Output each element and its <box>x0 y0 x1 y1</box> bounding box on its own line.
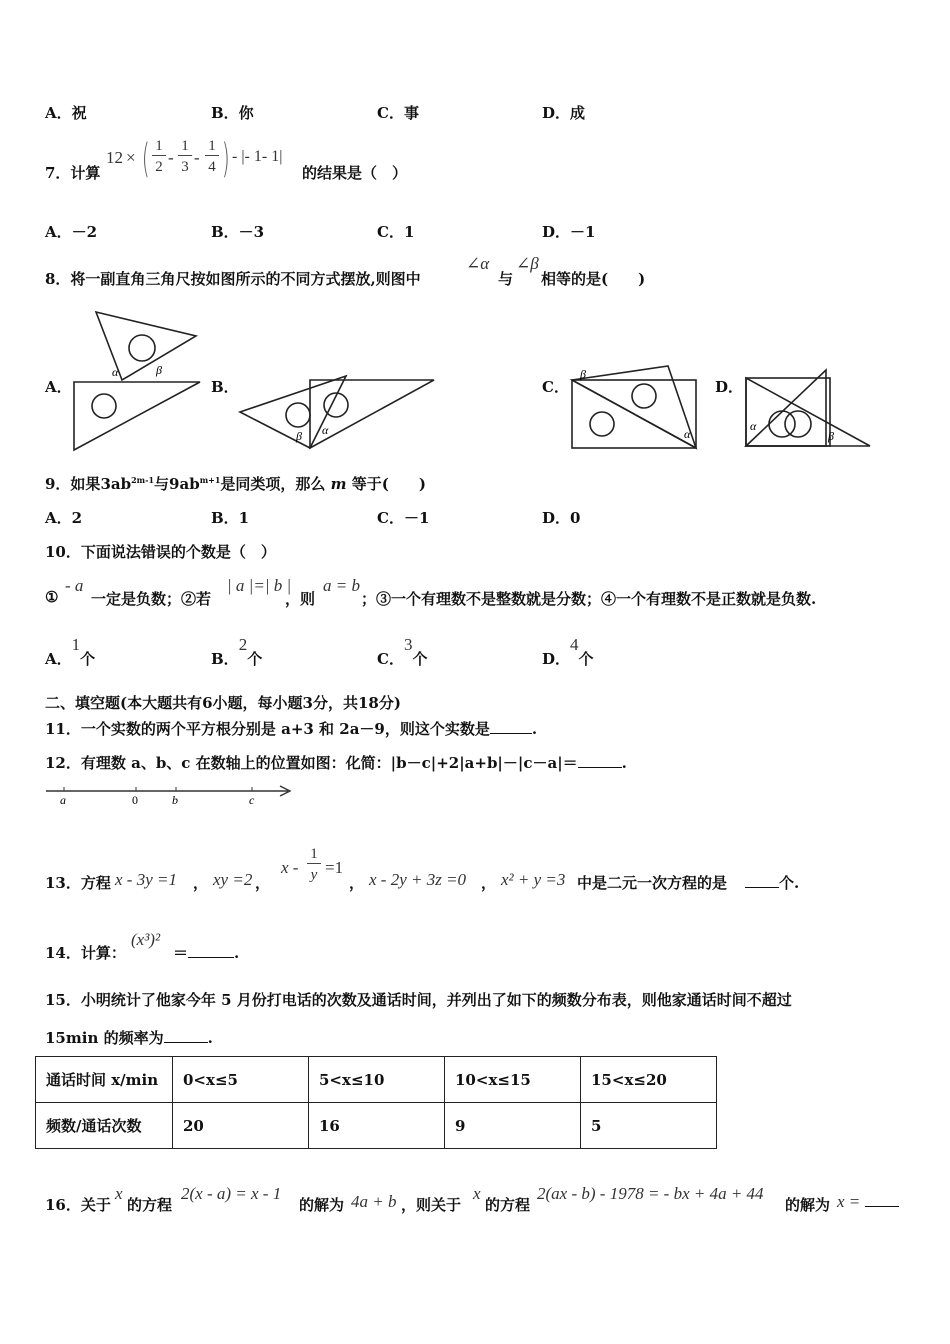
q13-question: 13．方程 x - 3y =1 ， xy =2 ， x - 1 y =1 ， x - 2y + 3z =0 ， x² + y =3 中是二元一次方程的是 个. <box>45 846 800 892</box>
svg-text:β: β <box>296 429 302 443</box>
table-cell: 20 <box>173 1103 309 1149</box>
table-cell: 通话时间 x/min <box>36 1057 173 1103</box>
q10-option-b: B．2个 <box>211 635 263 668</box>
q7-option-a: A．－2 <box>45 223 98 241</box>
svg-text:β: β <box>156 363 162 377</box>
svg-text:α: α <box>750 419 757 433</box>
q8-angle-beta: ∠β <box>516 254 539 273</box>
q8-figure-c <box>566 362 702 454</box>
q9-question: 9．如果$3ab^{2m-1}$与$9ab^{m+1}$是同类项，那么 m 等于( ) <box>45 475 426 493</box>
q8-suffix: 相等的是( ) <box>541 270 646 288</box>
q10-statements: ① - a 一定是负数；②若 | a |=| b | ，则 a = b ；③一个有理数不是整数就是分数；④一个有理数不是正数就是负数. <box>45 576 817 608</box>
axis-label-c: c <box>249 793 255 807</box>
q8-option-a: A． <box>45 378 72 396</box>
q8-option-b: B． <box>211 378 239 396</box>
q15-line2: 15min 的频率为 . <box>45 1029 213 1047</box>
q8-mid: 与 <box>498 270 514 288</box>
table-cell: 15<x≤20 <box>581 1057 717 1103</box>
table-cell: 5<x≤10 <box>309 1057 445 1103</box>
q6-option-b: B．你 <box>211 104 254 122</box>
axis-label-b: b <box>172 793 178 807</box>
q9-option-a: A．2 <box>45 509 83 527</box>
svg-text:α: α <box>684 427 691 441</box>
axis-label-a: a <box>60 793 66 807</box>
q8-figure-d <box>742 366 876 452</box>
svg-text:α: α <box>112 365 119 379</box>
q14-question: 14．计算： (x³)² ＝ . <box>45 930 240 962</box>
table-cell: 9 <box>445 1103 581 1149</box>
q12-question: 12．有理数 a、b、c 在数轴上的位置如图：化简：|b－c|+2|a+b|－|c－a|＝ . <box>45 754 627 772</box>
q8-option-c: C． <box>542 378 569 396</box>
q15-frequency-table <box>35 1056 717 1149</box>
q10-option-a: A．1个 <box>45 635 96 668</box>
q6-option-a: A．祝 <box>45 104 87 122</box>
table-cell: 10<x≤15 <box>445 1057 581 1103</box>
q16-question: 16．关于 x 的方程 2(x - a) = x - 1 的解为 4a + b ，则关于 x 的方程 2(ax - b) - 1978 = - bx + 4a + 44 的解为 x = <box>45 1180 925 1220</box>
q15-line1: 15．小明统计了他家今年 5 月份打电话的次数及通话时间，并列出了如下的频数分布表，则他家通话时间不超过 <box>45 991 792 1009</box>
table-cell: 16 <box>309 1103 445 1149</box>
table-cell: 0<x≤5 <box>173 1057 309 1103</box>
q7-option-b: B．－3 <box>211 223 265 241</box>
q9-option-d: D．0 <box>542 509 581 527</box>
q10-option-d: D．4个 <box>542 635 594 668</box>
q7-prefix: 7．计算 <box>45 164 101 182</box>
q7-option-c: C．1 <box>377 223 415 241</box>
q8-option-d: D． <box>715 378 744 396</box>
q10-option-c: C．3个 <box>377 635 428 668</box>
table-row <box>36 1103 717 1149</box>
table-row <box>36 1057 717 1103</box>
svg-text:β: β <box>828 429 834 443</box>
axis-label-0: 0 <box>132 793 138 807</box>
q6-option-d: D．成 <box>542 104 586 122</box>
q12-number-line <box>44 780 294 810</box>
q9-option-b: B．1 <box>211 509 250 527</box>
q8-prefix: 8．将一副直角三角尺按如图所示的不同方式摆放,则图中 <box>45 270 421 288</box>
q8-figure-a <box>66 306 206 456</box>
q7-suffix: 的结果是（ ） <box>302 164 408 182</box>
q6-option-c: C．事 <box>377 104 419 122</box>
svg-text:α: α <box>322 423 329 437</box>
q10-title: 10．下面说法错误的个数是（ ） <box>45 543 276 561</box>
section2-title: 二、填空题(本大题共有6小题，每小题3分，共18分) <box>45 694 401 712</box>
q8-figure-b <box>236 372 436 452</box>
q11-question: 11．一个实数的两个平方根分别是 a+3 和 2a－9，则这个实数是 . <box>45 720 538 738</box>
q7-option-d: D．－1 <box>542 223 596 241</box>
table-cell: 频数/通话次数 <box>36 1103 173 1149</box>
q9-option-c: C．－1 <box>377 509 430 527</box>
svg-text:β: β <box>580 367 586 381</box>
q8-angle-alpha: ∠α <box>466 254 490 273</box>
table-cell: 5 <box>581 1103 717 1149</box>
